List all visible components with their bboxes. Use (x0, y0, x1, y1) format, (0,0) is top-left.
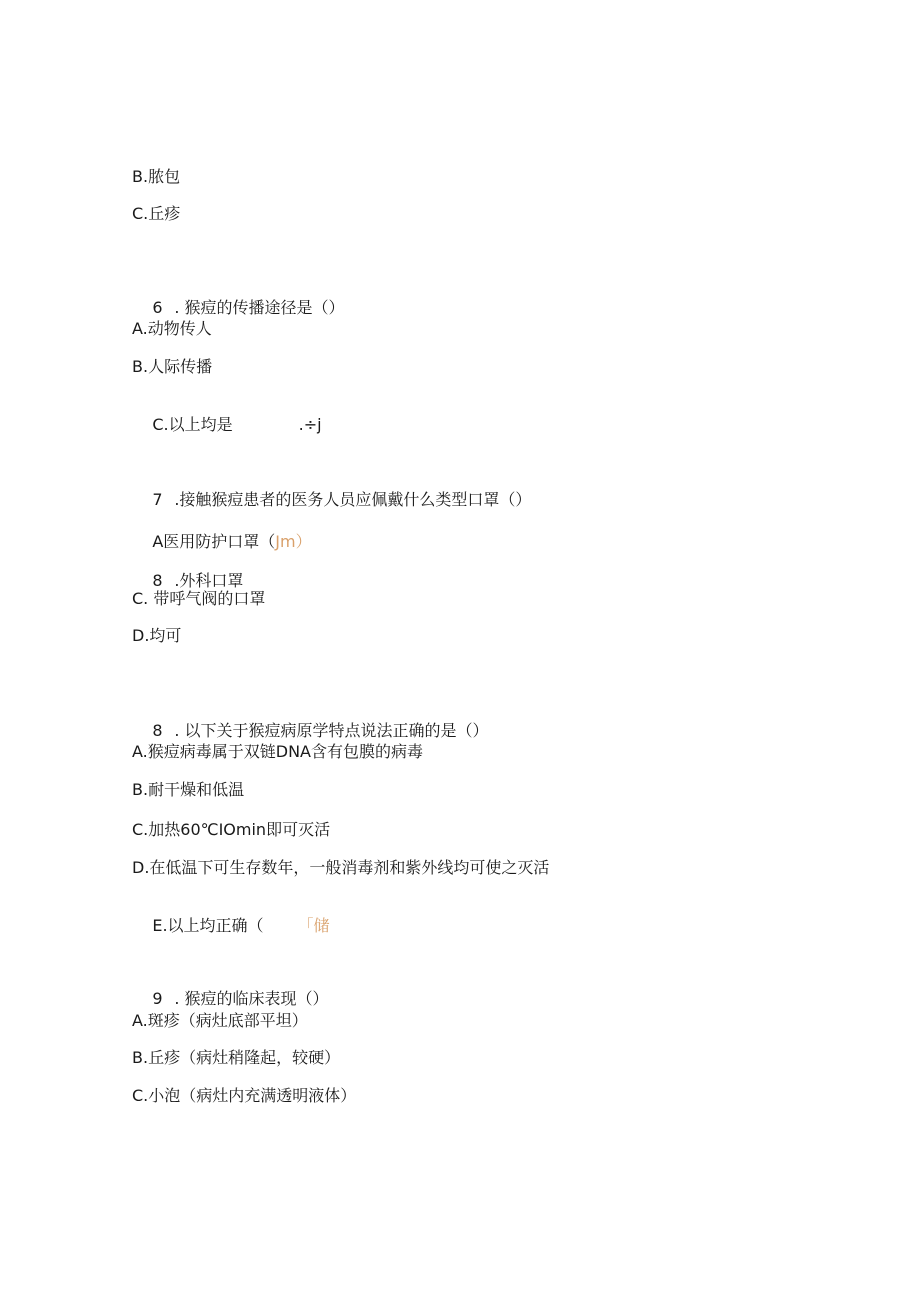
question-number: 9 (152, 989, 163, 1008)
item-text: .外科口罩 (174, 571, 244, 590)
option-e (132, 896, 330, 956)
option-c: C. 带呼气阀的口罩 (132, 589, 266, 608)
option-c: C.加热60℃IOmin即可灭活 (132, 820, 331, 839)
option-b: B.耐干燥和低温 (132, 780, 245, 799)
option-a: A.斑疹（病灶底部平坦） (132, 1011, 308, 1030)
option-b-pustule: B.脓包 (132, 167, 181, 186)
question-text: . 猴痘的临床表现（） (174, 989, 329, 1008)
option-b: B.丘疹（病灶稍隆起，较硬） (132, 1048, 341, 1067)
question-number: 7 (152, 490, 163, 509)
answer-note: 「储 (305, 916, 330, 935)
question-number: 6 (152, 298, 163, 317)
option-c: C.小泡（病灶内充满透明液体） (132, 1086, 357, 1105)
option-text: E.以上均正确（ (152, 916, 264, 935)
option-a: A.猴痘病毒属于双链DNA含有包膜的病毒 (132, 742, 423, 761)
option-a: A.动物传人 (132, 319, 212, 338)
stray-mark: .÷j (298, 415, 322, 434)
option-text: A医用防护口罩（ (152, 532, 276, 551)
option-b: B.人际传播 (132, 357, 213, 376)
option-c-papule: C.丘疹 (132, 204, 181, 223)
question-text: . 猴痘的传播途径是（） (174, 298, 345, 317)
question-number: 8 (152, 721, 163, 740)
item-number: 8 (152, 571, 163, 590)
question-text: . 以下关于猴痘病原学特点说法正确的是（） (174, 721, 489, 740)
answer-note: Jm） (275, 532, 312, 551)
option-c (132, 395, 322, 455)
question-text: .接触猴痘患者的医务人员应佩戴什么类型口罩（） (174, 490, 532, 509)
option-text: C.以上均是 (152, 415, 233, 434)
option-d: D.在低温下可生存数年，一般消毒剂和紫外线均可使之灭活 (132, 858, 550, 877)
option-d: D.均可 (132, 626, 182, 645)
